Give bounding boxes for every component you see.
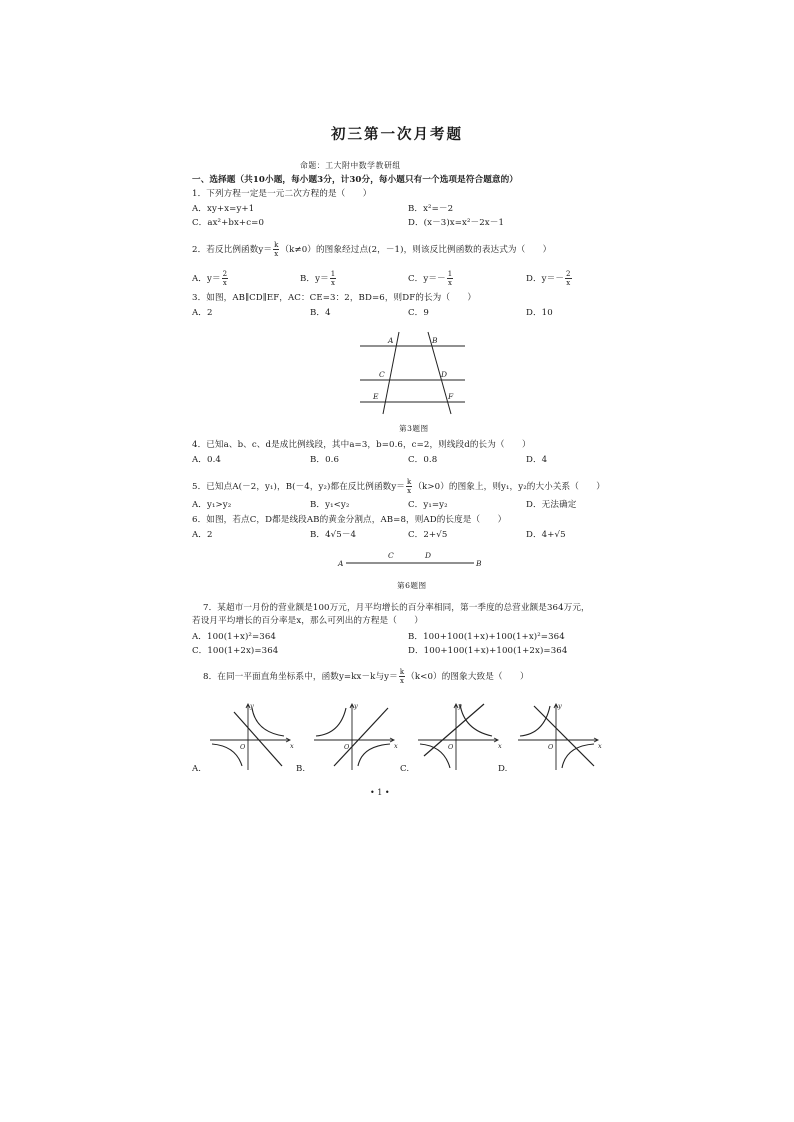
- q6-option-a: A．2: [192, 530, 213, 540]
- line-graph: [424, 704, 484, 756]
- label-d: D: [441, 370, 448, 379]
- q7-option-c: C．100(1+2x)=364: [192, 646, 279, 656]
- q7-line2: 若设月平均增长的百分率是x，那么可列出的方程是（ ）: [192, 616, 423, 626]
- svg-text:x: x: [598, 742, 602, 750]
- label-a: A: [388, 336, 394, 345]
- label-a: A: [338, 559, 344, 568]
- q4-option-c: C．0.8: [408, 455, 438, 465]
- section-heading: 一、选择题（共10小题，每小题3分，计30分，每小题只有一个选项是符合题意的）: [192, 175, 518, 185]
- q3-caption: 第3题图: [399, 424, 429, 433]
- label-f: F: [448, 392, 454, 401]
- q2-option-b: B．y＝ $\frac{1}{x}$: [300, 270, 336, 287]
- q7-option-a: A．100(1+x)²=364: [192, 632, 276, 642]
- q2-option-a: A．y＝ $\frac{2}{x}$: [192, 270, 228, 287]
- q4-stem: 4．已知a、b、c、d是成比例线段，其中a=3，b=0.6，c=2，则线段d的长为（ ）: [192, 440, 531, 450]
- q5-option-a: A．y₁>y₂: [192, 500, 232, 510]
- svg-text:x: x: [290, 742, 294, 750]
- label-c: C: [388, 551, 394, 560]
- hyperbola-q4: [358, 744, 390, 766]
- svg-text:y: y: [558, 702, 562, 710]
- q8-option-b-label: B.: [296, 764, 306, 774]
- q8-stem: 8．在同一平面直角坐标系中，函数y=kx－k与y＝ $\frac{k}{x}$ （k<0）的图象大致是（ ）: [203, 668, 529, 685]
- author-line: 命题：工大附中数学教研组: [300, 161, 401, 170]
- q3-option-a: A．2: [192, 308, 213, 318]
- q6-caption: 第6题图: [397, 581, 427, 590]
- q3-option-c: C．9: [408, 308, 429, 318]
- q5-stem: 5．已知点A(－2，y₁)，B(－4，y₂)都在反比例函数y＝ $\frac{k}{x}$ （k>0）的图象上，则y₁，y₂的大小关系（ ）: [192, 478, 605, 495]
- q8-graph-a: [206, 700, 296, 772]
- label-c: C: [379, 370, 385, 379]
- q6-stem: 6．如图，若点C，D都是线段AB的黄金分割点，AB=8，则AD的长度是（ ）: [192, 515, 507, 525]
- label-e: E: [373, 392, 379, 401]
- q1-option-a: A．xy+x=y+1: [192, 204, 255, 214]
- q4-option-b: B．0.6: [310, 455, 340, 465]
- hyperbola-q1: [252, 708, 284, 736]
- hyperbola-q3: [212, 744, 242, 766]
- q7-option-b: B．100+100(1+x)+100(1+x)²=364: [408, 632, 565, 642]
- q7-option-d: D．100+100(1+x)+100(1+2x)=364: [408, 646, 568, 656]
- label-b: B: [476, 559, 482, 568]
- q6-figure: [336, 548, 486, 570]
- q8-graph-b: [310, 700, 400, 772]
- q4-option-d: D．4: [526, 455, 548, 465]
- q5-option-d: D．无法确定: [526, 500, 577, 510]
- q8-option-d-label: D.: [498, 764, 508, 774]
- svg-text:O: O: [448, 743, 454, 751]
- svg-text:O: O: [240, 743, 246, 751]
- q6-option-c: C．2+√5: [408, 530, 448, 540]
- page-number: • 1 •: [370, 788, 390, 797]
- svg-text:y: y: [458, 702, 462, 710]
- line-graph: [534, 706, 594, 766]
- svg-text:O: O: [344, 743, 350, 751]
- q1-option-c: C．ax²+bx+c=0: [192, 218, 265, 228]
- q1-option-b: B．x²=－2: [408, 204, 454, 214]
- q3-stem: 3．如图，AB∥CD∥EF，AC：CE=3：2，BD=6，则DF的长为（ ）: [192, 293, 477, 303]
- svg-text:x: x: [394, 742, 398, 750]
- svg-text:y: y: [354, 702, 358, 710]
- q8-graph-c: [414, 700, 504, 772]
- label-d: D: [425, 551, 432, 560]
- q5-option-c: C．y₁=y₂: [408, 500, 448, 510]
- q2-stem: 2．若反比例函数y＝ $\frac{k}{x}$ （k≠0）的图象经过点(2，－1)，则该反比例函数的表达式为（ ）: [192, 241, 552, 258]
- q6-option-b: B．4√5－4: [310, 530, 357, 540]
- page-title: 初三第一次月考题: [331, 126, 463, 143]
- q3-option-b: B．4: [310, 308, 331, 318]
- label-b: B: [432, 336, 438, 345]
- hyperbola-q2: [316, 708, 346, 736]
- line-graph: [234, 712, 282, 766]
- hyperbola-q4: [562, 744, 594, 768]
- q3-option-d: D．10: [526, 308, 553, 318]
- hyperbola-q2: [520, 706, 550, 736]
- q4-option-a: A．0.4: [192, 455, 221, 465]
- q6-option-d: D．4+√5: [526, 530, 566, 540]
- q2-option-c: C．y＝－ $\frac{1}{x}$: [408, 270, 453, 287]
- q8-option-a-label: A.: [192, 764, 202, 774]
- svg-text:O: O: [548, 743, 554, 751]
- q5-option-b: B．y₁<y₂: [310, 500, 350, 510]
- q3-figure: [355, 328, 470, 416]
- q7-line1: 7．某超市一月份的营业额是100万元，月平均增长的百分率相同，第一季度的总营业额是364万元，: [203, 603, 590, 613]
- svg-text:y: y: [250, 702, 254, 710]
- q8-graph-d: [514, 700, 604, 772]
- q1-option-d: D．(x－3)x=x²－2x－1: [408, 218, 505, 228]
- svg-text:x: x: [498, 742, 502, 750]
- q8-option-c-label: C.: [400, 764, 410, 774]
- q1-stem: 1．下列方程一定是一元二次方程的是（ ）: [192, 189, 372, 199]
- q2-option-d: D．y＝－ $\frac{2}{x}$: [526, 270, 571, 287]
